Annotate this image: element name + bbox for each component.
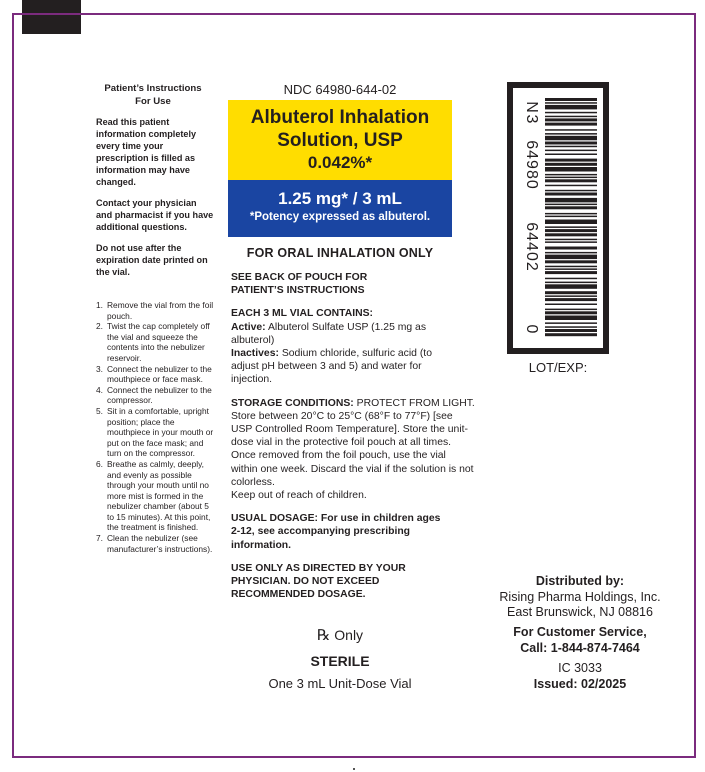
barcode-bar [545, 133, 597, 135]
instruction-step [96, 321, 214, 363]
barcode-bar [545, 333, 597, 336]
rx-icon: ℞ [316, 626, 331, 644]
instruction-step [96, 406, 214, 459]
step-number: 7. [96, 533, 103, 544]
barcode-bar [545, 185, 597, 187]
step-number: 2. [96, 321, 103, 332]
instruction-step [96, 385, 214, 406]
barcode-bar [545, 167, 597, 172]
label-body-text [231, 271, 481, 611]
rx-only [228, 626, 452, 644]
dosage-text: For use in children ages 2-12, see accompanying prescribing information. [231, 513, 441, 551]
customer-service-label: For Customer Service, [513, 625, 647, 639]
step-text: Connect the nebulizer to the compressor. [107, 384, 212, 406]
company-address: East Brunswick, NJ 08816 [507, 605, 653, 620]
barcode-bar [545, 116, 597, 118]
patient-instructions-title [92, 82, 214, 108]
barcode-bar [545, 295, 597, 297]
barcode-bar [545, 229, 597, 232]
barcode-digits [519, 88, 543, 348]
dose-panel [228, 180, 452, 237]
active-text: Albuterol Sulfate USP (1.25 mg as albuterol) [231, 321, 427, 346]
ndc-number: NDC 64980-644-02 [283, 82, 397, 97]
read-info-paragraph: Read this patient information completely every time your prescription is filled as information may have changed. [96, 117, 197, 187]
title-line-1: Patient’s Instructions [104, 83, 202, 94]
contains-heading: EACH 3 ML VIAL CONTAINS: [231, 308, 374, 320]
customer-service-phone: Call: 1-844-874-7464 [520, 640, 640, 655]
barcode-bar [545, 291, 597, 294]
instruction-step [96, 459, 214, 533]
barcode-bar [545, 150, 597, 152]
step-text: Remove the vial from the foil pouch. [107, 300, 214, 321]
barcode-digit-3: 64402 [523, 222, 540, 272]
issued-date: Issued: 02/2025 [533, 676, 627, 691]
barcode-bar [545, 316, 597, 321]
route-of-administration: FOR ORAL INHALATION ONLY [246, 246, 434, 260]
barcode-bar [545, 326, 597, 328]
distributed-by-label: Distributed by: [535, 574, 625, 588]
sterile-label: STERILE [310, 653, 370, 669]
step-text: Clean the nebulizer (see manufacturer’s instructions). [107, 533, 213, 554]
storage-text: PROTECT FROM LIGHT. Store between 20°C to 25°C (68°F to 77°F) [see USP Controlled Room Temperature]. Store the unit-dose vial in the protective foil pouch at all times. Once removed from the foil pouch, use the vial within one week. Discard the vial if the solution is not colorless. [231, 397, 475, 488]
instruction-step [96, 364, 214, 385]
product-name-line-2: Solution, USP [277, 130, 403, 151]
barcode-bar [545, 216, 597, 218]
barcode-bar [545, 226, 597, 228]
step-text: Breathe as calmly, deeply, and evenly as possible through your mouth until no more mist is formed in the nebulizer chamber (about 5 to 15 minutes). At this point, the treatment is finished. [107, 458, 211, 533]
dosage-label: USUAL DOSAGE: [231, 513, 318, 525]
barcode-bar [545, 329, 597, 332]
company-name: Rising Pharma Holdings, Inc. [499, 589, 661, 604]
barcode-bar [545, 198, 597, 203]
inactive-ingredients [231, 347, 453, 387]
barcode-bar [545, 322, 597, 324]
see-back-note: SEE BACK OF POUCH FOR PATIENT’S INSTRUCTIONS [231, 272, 368, 297]
dosage-warning: USE ONLY AS DIRECTED BY YOUR PHYSICIAN. DO NOT EXCEED RECOMMENDED DOSAGE. [231, 562, 406, 601]
barcode-bar [545, 252, 597, 254]
product-name-line-1: Albuterol Inhalation [250, 107, 430, 128]
barcode-bar [545, 271, 597, 274]
barcode-bar [545, 304, 597, 306]
barcode-bar [545, 241, 597, 243]
patient-instructions-intro [96, 82, 214, 278]
product-name-panel [228, 100, 452, 180]
barcode-bar [545, 213, 597, 215]
inactives-text: Sodium chloride, sulfuric acid (to adjust pH between 3 and 5) and water for injection. [231, 348, 432, 386]
barcode-bar [545, 146, 597, 148]
step-number: 3. [96, 363, 103, 374]
barcode-bar [545, 105, 597, 110]
barcode-bar [545, 98, 597, 101]
barcode-bar [545, 266, 597, 268]
issue-info [478, 661, 682, 692]
barcode-bar [545, 163, 597, 166]
storage-label: STORAGE CONDITIONS: [231, 397, 354, 409]
expiration-paragraph: Do not use after the expiration date printed on the vial. [96, 243, 208, 277]
step-number: 5. [96, 405, 103, 416]
potency-note: *Potency expressed as albuterol. [249, 211, 431, 223]
ic-code: IC 3033 [558, 661, 602, 675]
barcode-bar [545, 311, 597, 314]
barcode-bar [545, 278, 597, 280]
barcode-bar [545, 123, 597, 126]
barcode-digit-1: 3 [523, 114, 540, 124]
barcode-bar [545, 204, 597, 206]
barcode-bar [545, 177, 597, 179]
usual-dosage [231, 512, 443, 552]
barcode [513, 88, 603, 348]
product-strength: 0.042%* [307, 153, 373, 172]
barcode-bar [545, 190, 597, 192]
dose-amount: 1.25 mg* / 3 mL [278, 189, 402, 208]
active-label: Active: [231, 321, 266, 333]
step-text: Connect the nebulizer to the mouthpiece or face mask. [107, 363, 212, 385]
barcode-mark: N [523, 101, 540, 113]
barcode-bar [545, 309, 597, 311]
barcode-bar [545, 174, 597, 176]
barcode-bar [545, 142, 597, 145]
step-text: Sit in a comfortable, upright position; place the mouthpiece in your mouth or put on the face mask; and turn on the compressor. [107, 405, 214, 459]
barcode-bar [545, 112, 597, 114]
distributor-info [478, 574, 682, 621]
lot-exp-label: LOT/EXP: [528, 360, 588, 375]
step-number: 4. [96, 384, 103, 395]
contact-physician-paragraph: Contact your physician and pharmacist if you have additional questions. [96, 198, 214, 232]
unit-dose-description: One 3 mL Unit-Dose Vial [268, 676, 412, 691]
rx-only-text: Only [330, 627, 364, 643]
barcode-bar [545, 282, 597, 284]
barcode-bar [545, 233, 597, 236]
barcode-digit-4: 0 [523, 324, 540, 334]
barcode-bar [545, 129, 597, 131]
storage-conditions [231, 397, 475, 503]
active-ingredient [231, 321, 453, 347]
barcode-bar [545, 298, 597, 301]
instruction-steps [96, 300, 214, 554]
barcode-bar [545, 284, 597, 289]
barcode-bar [545, 260, 597, 263]
keep-out-of-reach: Keep out of reach of children. [231, 490, 367, 502]
instruction-step [96, 533, 214, 554]
barcode-bar [545, 220, 597, 225]
inactives-label: Inactives: [231, 348, 279, 360]
step-text: Twist the cap completely off the vial and squeeze the contents into the nebulizer reservoir. [107, 321, 210, 363]
vial-contents [231, 307, 481, 386]
barcode-bar [545, 193, 597, 196]
barcode-bar [545, 136, 597, 141]
barcode-bar [545, 255, 597, 260]
step-number: 6. [96, 458, 103, 469]
barcode-bar [545, 118, 597, 121]
barcode-bar [545, 159, 597, 162]
customer-service [478, 625, 682, 656]
barcode-bar [545, 268, 597, 270]
barcode-digit-2: 64980 [523, 140, 540, 190]
barcode-bar [545, 239, 597, 241]
instruction-step [96, 300, 214, 321]
barcode-bar [545, 154, 597, 156]
registration-dot [353, 768, 355, 770]
step-number: 1. [96, 300, 103, 310]
barcode-bar [545, 102, 597, 104]
title-line-2: For Use [135, 96, 171, 107]
barcode-bar [545, 247, 597, 250]
barcode-bar [545, 206, 597, 209]
barcode-frame [507, 82, 609, 354]
barcode-bar [545, 179, 597, 182]
